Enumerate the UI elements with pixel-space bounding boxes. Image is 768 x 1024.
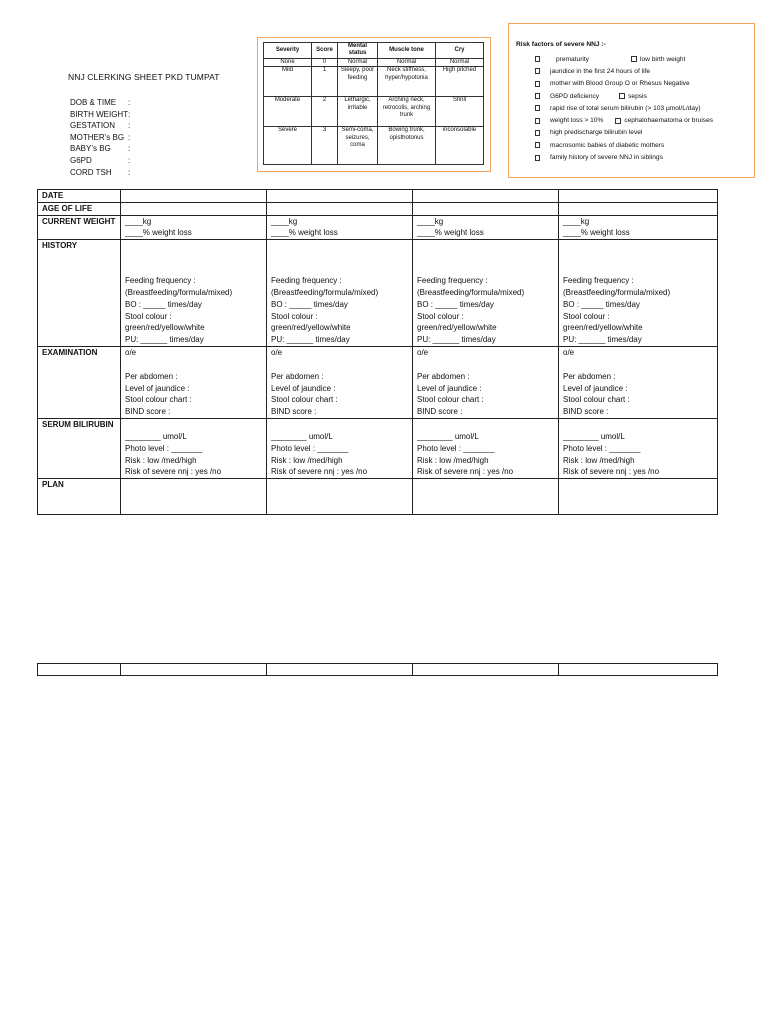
weight-cell-2[interactable]: ____kg ____% weight loss — [267, 215, 413, 240]
bottom-cell[interactable] — [559, 664, 718, 676]
age-cell-4[interactable] — [559, 202, 718, 215]
bottom-cell[interactable] — [267, 664, 413, 676]
checkbox-icon[interactable] — [535, 118, 540, 124]
age-cell-2[interactable] — [267, 202, 413, 215]
checkbox-icon[interactable] — [631, 56, 637, 62]
risk-item: weight loss > 10% cephalohaematoma or bruises — [535, 114, 713, 126]
risk-factors-title: Risk factors of severe NNJ :- — [516, 41, 606, 48]
risk-factors-box — [508, 23, 755, 178]
patient-field-g6pd: G6PD : — [70, 155, 131, 165]
row-label-history: HISTORY — [38, 240, 121, 347]
header-score: Score — [312, 43, 338, 59]
patient-field-gestation: GESTATION : — [70, 121, 131, 131]
bottom-cell[interactable] — [38, 664, 121, 676]
checkbox-icon[interactable] — [535, 68, 540, 74]
risk-item: family history of severe NNJ in siblings — [535, 151, 713, 163]
checkbox-icon[interactable] — [535, 155, 540, 161]
serum-cell-2[interactable]: ________ umol/L Photo level : _______ Risk : low /med/high Risk of severe nnj : yes /no — [267, 418, 413, 478]
patient-field-cord-tsh: CORD TSH : — [70, 167, 131, 177]
clerking-table — [37, 189, 718, 515]
severity-box — [257, 37, 491, 172]
row-label-serum-bilirubin: SERUM BILIRUBIN — [38, 418, 121, 478]
patient-field-birth-weight: BIRTH WEIGHT : — [70, 109, 131, 119]
row-label-plan: PLAN — [38, 479, 121, 515]
checkbox-icon[interactable] — [615, 118, 621, 124]
exam-cell-3[interactable]: o/e Per abdomen : Level of jaundice : Stool colour chart : BIND score : — [413, 346, 559, 418]
row-weight — [38, 215, 718, 240]
sheet-title: NNJ CLERKING SHEET PKD TUMPAT — [68, 72, 220, 82]
patient-field-baby-bg: BABY’s BG : — [70, 144, 131, 154]
exam-cell-4[interactable]: o/e Per abdomen : Level of jaundice : Stool colour chart : BIND score : — [559, 346, 718, 418]
plan-cell-4[interactable] — [559, 479, 718, 515]
row-label-weight: CURRENT WEIGHT — [38, 215, 121, 240]
date-cell-1[interactable] — [121, 190, 267, 203]
bottom-cell[interactable] — [413, 664, 559, 676]
checkbox-icon[interactable] — [535, 142, 540, 148]
plan-cell-1[interactable] — [121, 479, 267, 515]
severity-row: None 0 Normal Normal Normal — [264, 58, 484, 66]
date-cell-2[interactable] — [267, 190, 413, 203]
risk-item: rapid rise of total serum bilirubin (> 103 µmol/L/day) — [535, 102, 713, 114]
exam-cell-1[interactable]: o/e Per abdomen : Level of jaundice : Stool colour chart : BIND score : — [121, 346, 267, 418]
header-muscle-tone: Muscle tone — [378, 43, 436, 59]
checkbox-icon[interactable] — [535, 56, 540, 62]
row-plan — [38, 479, 718, 515]
serum-cell-4[interactable]: ________ umol/L Photo level : _______ Risk : low /med/high Risk of severe nnj : yes /no — [559, 418, 718, 478]
serum-cell-3[interactable]: ________ umol/L Photo level : _______ Risk : low /med/high Risk of severe nnj : yes /no — [413, 418, 559, 478]
patient-info — [70, 97, 138, 178]
severity-row: Moderate 2 Lethargic, irritable Arching neck, retrocolis, arching trunk Shrill — [264, 97, 484, 127]
checkbox-icon[interactable] — [535, 105, 540, 111]
row-serum-bilirubin — [38, 418, 718, 478]
risk-item: jaundice in the first 24 hours of life — [535, 65, 713, 77]
history-cell-4[interactable]: Feeding frequency : (Breastfeeding/formula/mixed) BO : _____ times/day Stool colour : green/red/yellow/white PU: ______ times/day — [559, 240, 718, 347]
weight-cell-1[interactable]: ____kg ____% weight loss — [121, 215, 267, 240]
risk-factors-list — [535, 53, 713, 164]
weight-cell-4[interactable]: ____kg ____% weight loss — [559, 215, 718, 240]
age-cell-1[interactable] — [121, 202, 267, 215]
patient-field-dob: DOB & TIME : — [70, 98, 131, 107]
header-mental-status: Mental status — [338, 43, 378, 59]
row-date — [38, 190, 718, 203]
plan-cell-2[interactable] — [267, 479, 413, 515]
bottom-cell[interactable] — [121, 664, 267, 676]
plan-cell-3[interactable] — [413, 479, 559, 515]
row-history — [38, 240, 718, 347]
risk-item: mother with Blood Group O or Rhesus Negative — [535, 78, 713, 90]
row-label-examination: EXAMINATION — [38, 346, 121, 418]
row-examination — [38, 346, 718, 418]
risk-item: G6PD deficiency sepsis — [535, 90, 713, 102]
date-cell-3[interactable] — [413, 190, 559, 203]
age-cell-3[interactable] — [413, 202, 559, 215]
bottom-empty-table — [37, 663, 718, 676]
severity-row: Mild 1 Sleepy, poor feeding Neck stiffness, hyper/hypotonia High pitched — [264, 67, 484, 97]
weight-cell-3[interactable]: ____kg ____% weight loss — [413, 215, 559, 240]
history-cell-2[interactable]: Feeding frequency : (Breastfeeding/formula/mixed) BO : _____ times/day Stool colour : green/red/yellow/white PU: ______ times/day — [267, 240, 413, 347]
row-label-age: AGE OF LIFE — [38, 202, 121, 215]
severity-header-row — [264, 43, 484, 59]
history-cell-1[interactable]: Feeding frequency : (Breastfeeding/formula/mixed) BO : _____ times/day Stool colour : green/red/yellow/white PU: ______ times/day — [121, 240, 267, 347]
risk-item: high predischarge bilirubin level — [535, 127, 713, 139]
risk-item: macrosomic babies of diabetic mothers — [535, 139, 713, 151]
bottom-row — [38, 664, 718, 676]
serum-cell-1[interactable]: ________ umol/L Photo level : _______ Risk : low /med/high Risk of severe nnj : yes /no — [121, 418, 267, 478]
severity-table — [263, 42, 484, 165]
checkbox-icon[interactable] — [619, 93, 625, 99]
history-cell-3[interactable]: Feeding frequency : (Breastfeeding/formula/mixed) BO : _____ times/day Stool colour : green/red/yellow/white PU: ______ times/day — [413, 240, 559, 347]
severity-row: Severe 3 Semi-coma, seizures, coma Bowing trunk, opisthotonus inconsolable — [264, 127, 484, 165]
checkbox-icon[interactable] — [535, 130, 540, 136]
exam-cell-2[interactable]: o/e Per abdomen : Level of jaundice : Stool colour chart : BIND score : — [267, 346, 413, 418]
row-label-date: DATE — [38, 190, 121, 203]
header-severity: Severity — [264, 43, 312, 59]
patient-field-mother-bg: MOTHER’s BG : — [70, 132, 131, 142]
risk-item: prematurity low birth weight — [535, 53, 713, 65]
date-cell-4[interactable] — [559, 190, 718, 203]
checkbox-icon[interactable] — [535, 81, 540, 87]
row-age — [38, 202, 718, 215]
checkbox-icon[interactable] — [535, 93, 540, 99]
header-cry: Cry — [436, 43, 484, 59]
